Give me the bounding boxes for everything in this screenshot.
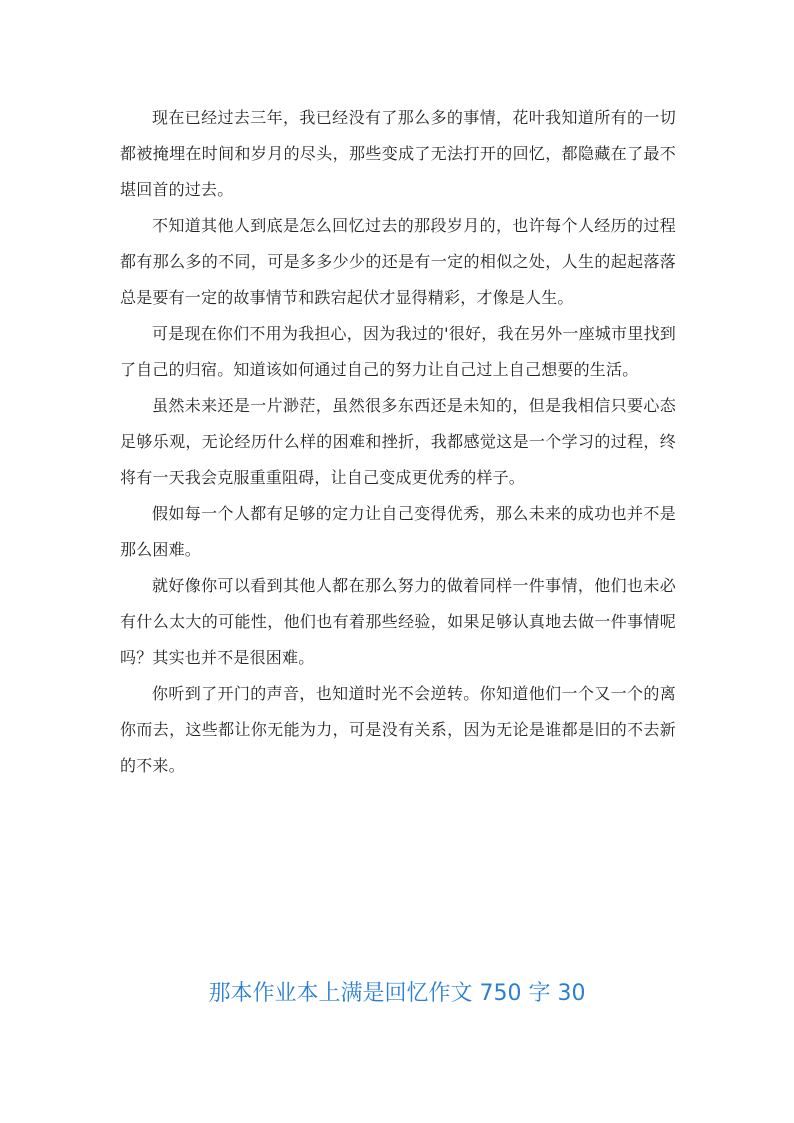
- paragraph-1: 现在已经过去三年，我已经没有了那么多的事情，花叶我知道所有的一切都被掩埋在时间和岁月的尽头，那些变成了无法打开的回忆，都隐藏在了最不堪回首的过去。: [120, 108, 676, 199]
- paragraph-4: 虽然未来还是一片渺茫，虽然很多东西还是未知的，但是我相信只要心态足够乐观，无论经历什么样的困难和挫折，我都感觉这是一个学习的过程，终将有一天我会克服重重阻碍，让自己变成更优秀的样子。: [120, 396, 676, 487]
- paragraph-3: 可是现在你们不用为我担心，因为我过的'很好，我在另外一座城市里找到了自己的归宿。知道该如何通过自己的努力让自己过上自己想要的生活。: [120, 324, 676, 379]
- essay-body: [120, 100, 676, 784]
- paragraph-6: 就好像你可以看到其他人都在那么努力的做着同样一件事情，他们也未必有什么太大的可能性，他们也有着那些经验，如果足够认真地去做一件事情呢吗？其实也并不是很困难。: [120, 576, 676, 667]
- paragraph-5: 假如每一个人都有足够的定力让自己变得优秀，那么未来的成功也并不是那么困难。: [120, 504, 676, 559]
- next-essay-title: 那本作业本上满是回忆作文 750 字 30: [208, 981, 586, 1006]
- paragraph-7: 你听到了开门的声音，也知道时光不会逆转。你知道他们一个又一个的离你而去，这些都让你无能为力，可是没有关系，因为无论是谁都是旧的不去新的不来。: [120, 684, 676, 775]
- paragraph-2: 不知道其他人到底是怎么回忆过去的那段岁月的，也许每个人经历的过程都有那么多的不同，可是多多少少的还是有一定的相似之处，人生的起起落落总是要有一定的故事情节和跌宕起伏才显得精彩，才像是人生。: [120, 216, 676, 307]
